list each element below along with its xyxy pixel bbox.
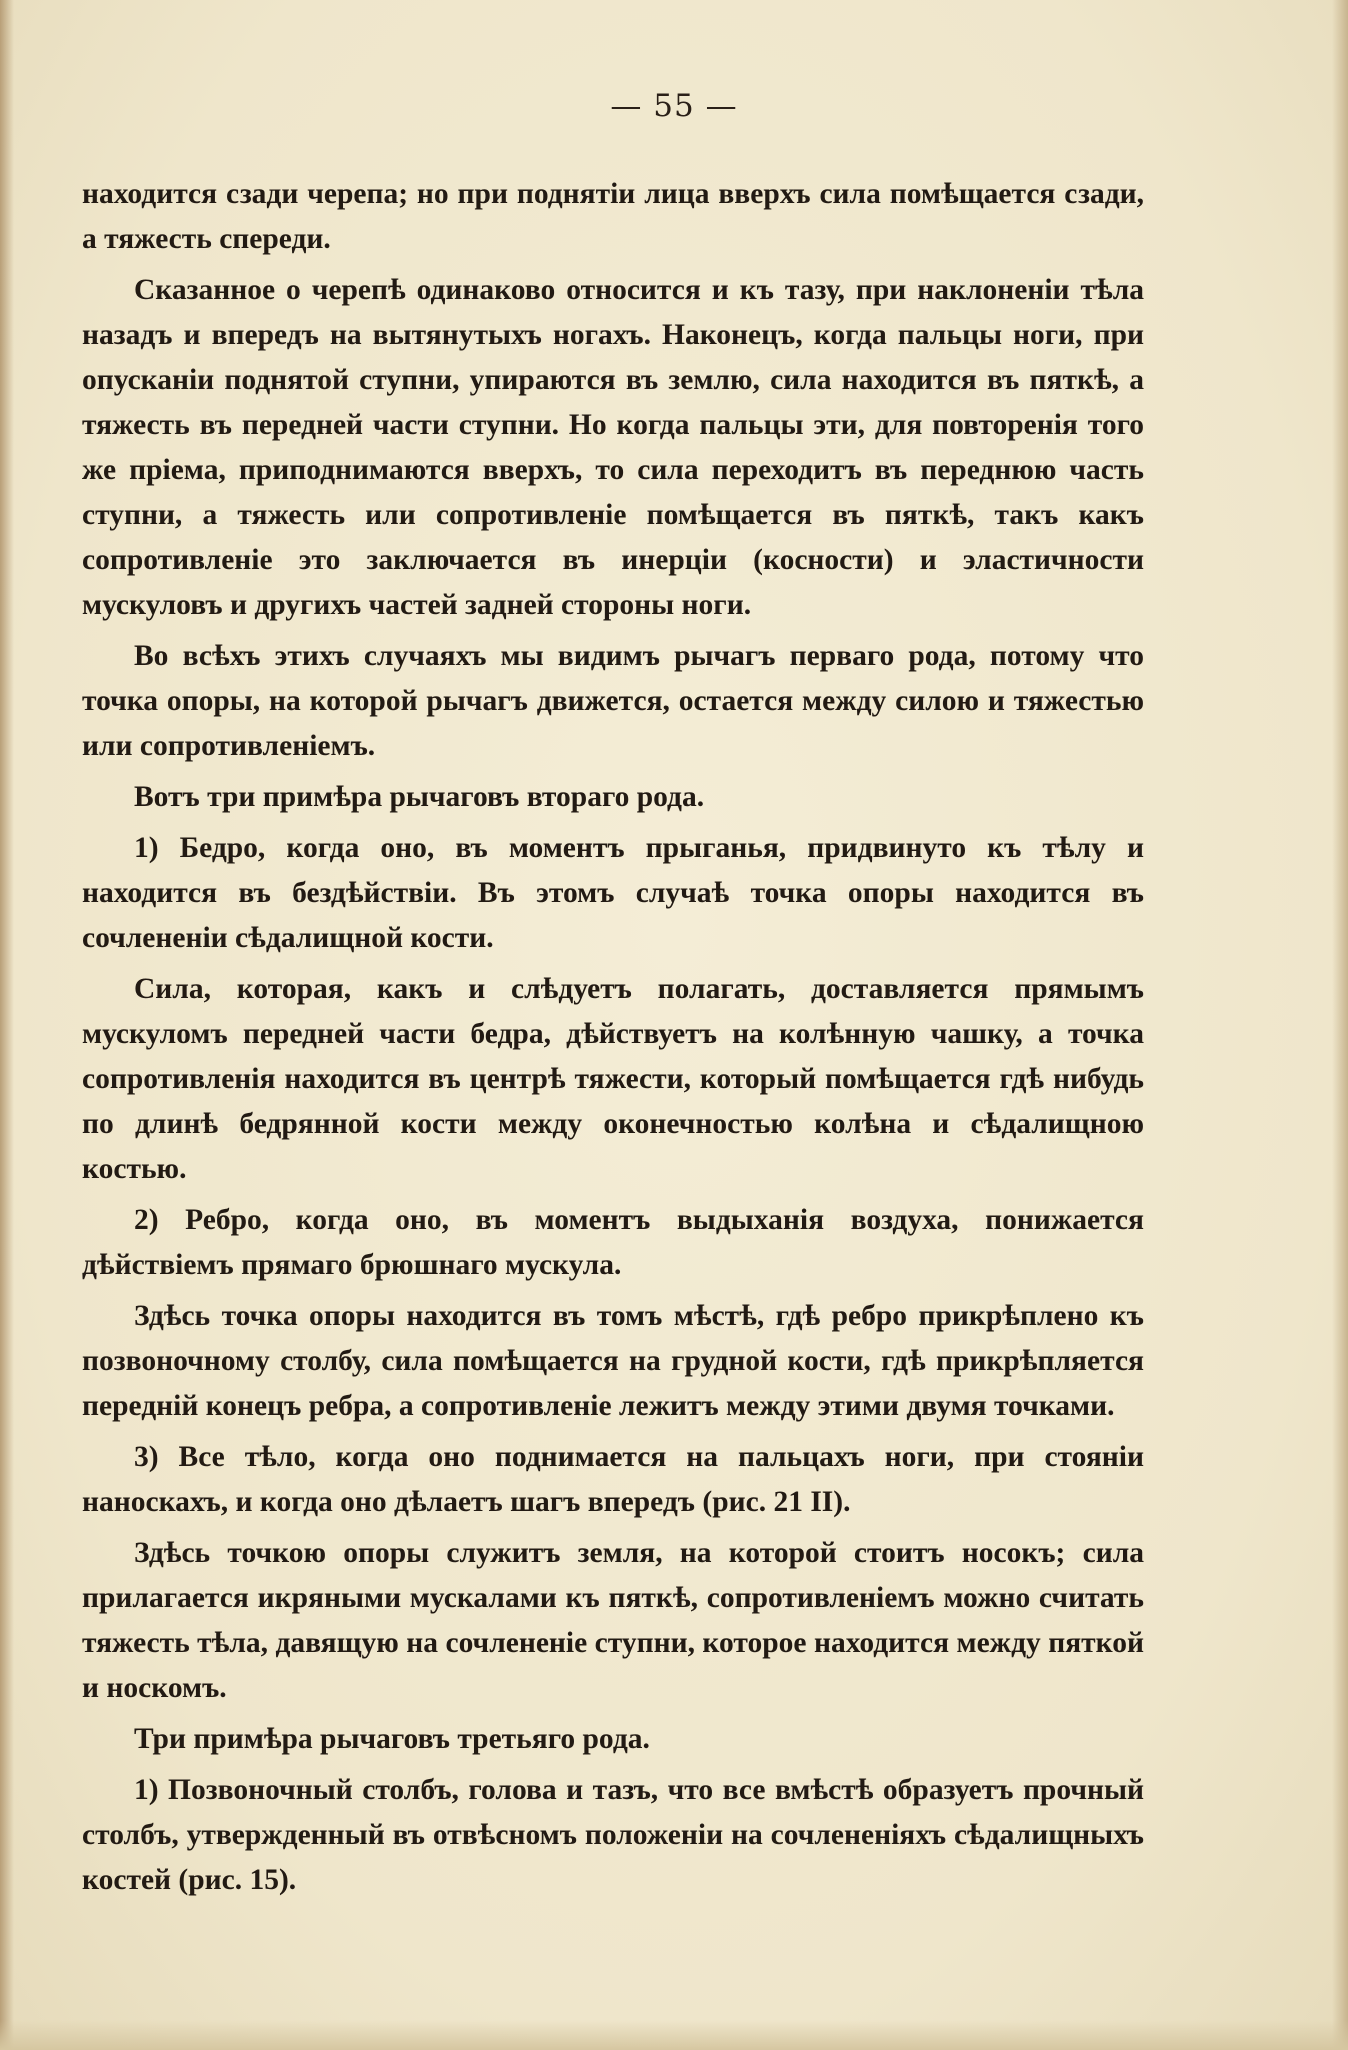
page-edge-right [1332, 0, 1348, 2050]
paragraph: Во всѣхъ этихъ случаяхъ мы видимъ рычагъ перваго рода, потому что точка опоры, на которой рычагъ движется, остается между силою и тяжестью или сопротивленіемъ. [82, 640, 1144, 762]
paragraph: 3) Все тѣло, когда оно поднимается на пальцахъ ноги, при стояніи наноскахъ, и когда оно дѣлаетъ шагъ впередъ (рис. 21 II). [82, 1441, 1144, 1518]
paragraph: Здѣсь точкою опоры служитъ земля, на которой стоитъ носокъ; сила прилагается икряными мускалами къ пяткѣ, сопротивленіемъ можно считать тяжесть тѣла, давящую на сочлененіе ступни, которое находится между пяткой и носкомъ. [82, 1537, 1144, 1704]
paragraph: Сила, которая, какъ и слѣдуетъ полагать, доставляется прямымъ мускуломъ передней части бедра, дѣйствуетъ на колѣнную чашку, а точка сопротивленія находится въ центрѣ тяжести, который помѣщается гдѣ нибудь по длинѣ бедрянной кости между оконечностью колѣна и сѣдалищною костью. [82, 973, 1144, 1185]
paragraph: Сказанное о черепѣ одинаково относится и къ тазу, при наклоненіи тѣла назадъ и впередъ на вытянутыхъ ногахъ. Наконецъ, когда пальцы ноги, при опусканіи поднятой ступни, упираются въ землю, сила находится въ пяткѣ, а тяжесть въ передней части ступни. Но когда пальцы эти, для повторенія того же пріема, приподнимаются вверхъ, то сила переходитъ въ переднюю часть ступни, а тяжесть или сопротивленіе помѣщается въ пяткѣ, такъ какъ сопротивленіе это заключается въ инерціи (косности) и эластичности мускуловъ и другихъ частей задней стороны ноги. [82, 274, 1144, 621]
paragraph: 1) Бедро, когда оно, въ моментъ прыганья, придвинуто къ тѣлу и находится въ бездѣйствіи. Въ этомъ случаѣ точка опоры находится въ сочлененіи сѣдалищной кости. [82, 832, 1144, 954]
paragraph: Здѣсь точка опоры находится въ томъ мѣстѣ, гдѣ ребро прикрѣплено къ позвоночному столбу, сила помѣщается на грудной кости, гдѣ прикрѣпляется передній конецъ ребра, а сопротивленіе лежитъ между этими двумя точками. [82, 1300, 1144, 1422]
paragraph: 2) Ребро, когда оно, въ моментъ выдыханія воздуха, понижается дѣйствіемъ прямаго брюшнаго мускула. [82, 1204, 1144, 1281]
page-edge-left [0, 0, 14, 2050]
paragraph: 1) Позвоночный столбъ, голова и тазъ, что все вмѣстѣ образуетъ прочный столбъ, утвержденный въ отвѣсномъ положеніи на сочлененіяхъ сѣдалищныхъ костей (рис. 15). [82, 1774, 1144, 1896]
paragraph: Вотъ три примѣра рычаговъ втораго рода. [134, 781, 705, 813]
body-text [82, 172, 1144, 1903]
page-edge-bottom [0, 2020, 1348, 2050]
paragraph: находится сзади черепа; но при поднятіи лица вверхъ сила помѣщается сзади, а тяжесть спереди. [82, 178, 1144, 255]
page-number: — 55 — [610, 88, 738, 124]
paragraph: Три примѣра рычаговъ третьяго рода. [134, 1723, 650, 1755]
